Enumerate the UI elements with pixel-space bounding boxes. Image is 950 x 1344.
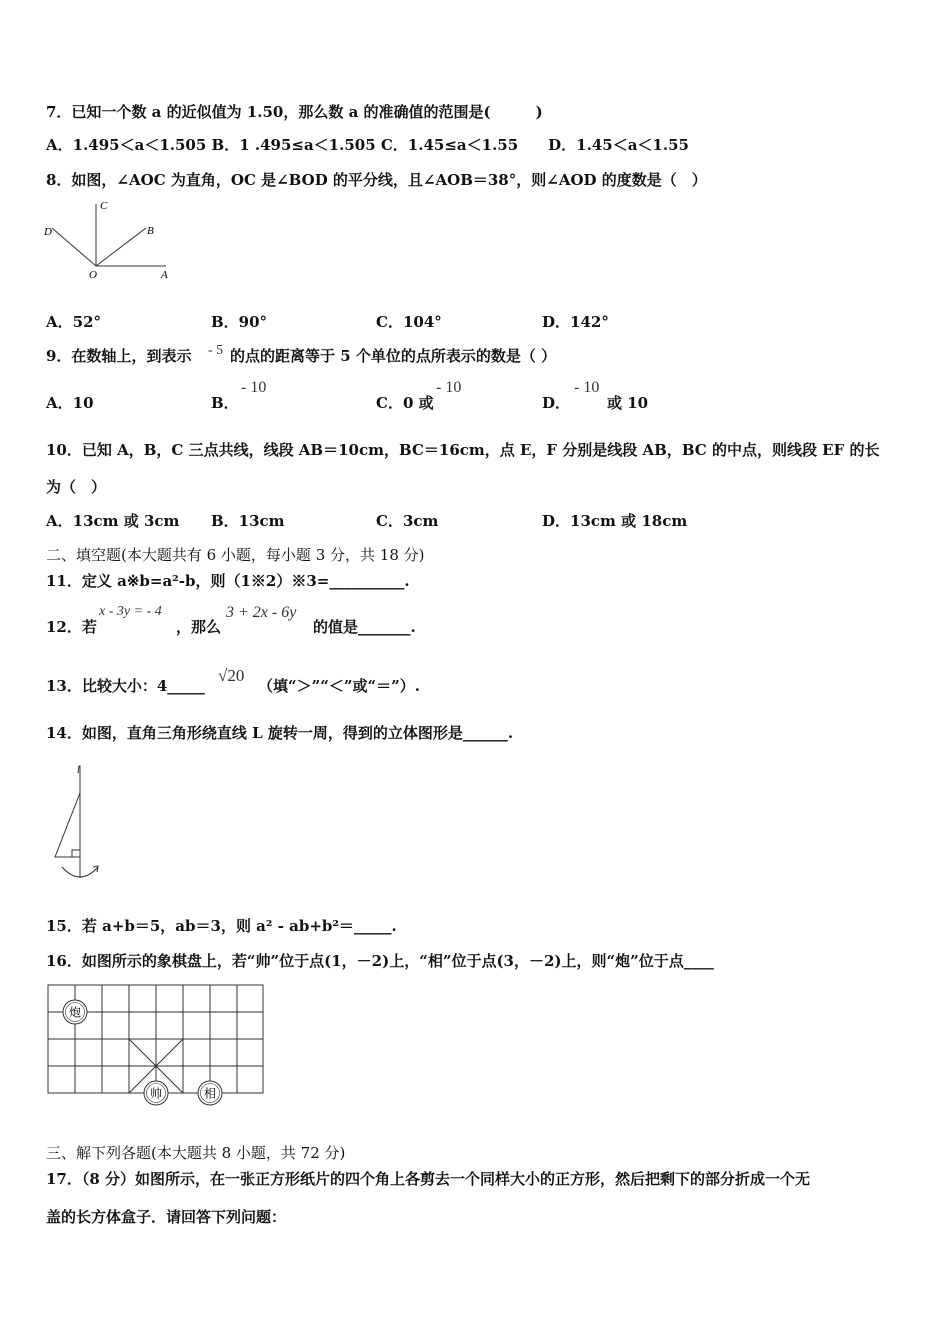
q7-stem: 7．已知一个数 a 的近似值为 1.50，那么数 a 的准确值的范围是( ) (46, 103, 543, 121)
section-2-heading: 二、填空题(本大题共有 6 小题，每小题 3 分，共 18 分) (46, 546, 425, 564)
q13-post: （填“＞”“＜”或“＝”）. (258, 677, 420, 695)
piece-shuai-label: 帅 (149, 1086, 163, 1101)
q12-math-1: x - 3y = - 4 (99, 604, 162, 619)
piece-xiang (198, 1081, 222, 1105)
q8-label-o: O (89, 269, 97, 281)
q8-label-b: B (147, 225, 154, 237)
q13-pre: 13．比较大小：4_____ (46, 677, 205, 695)
q9-option-c-math: - 10 (436, 379, 462, 396)
q17-line1: 17．（8 分）如图所示，在一张正方形纸片的四个角上各剪去一个同样大小的正方形，然后把剩下的部分折成一个无 (46, 1170, 811, 1188)
piece-xiang-label: 相 (203, 1086, 217, 1101)
q16-stem: 16．如图所示的象棋盘上，若“帅”位于点(1，－2)上，“相”位于点(3，－2)上，则“炮”位于点____ (46, 952, 714, 970)
q9-stem-post: 的点的距离等于 5 个单位的点所表示的数是（ ） (230, 347, 557, 365)
q15-stem: 15．若 a+b＝5，ab＝3，则 a² - ab+b²＝_____. (46, 917, 397, 935)
q9-option-d-post: 或 10 (607, 394, 649, 412)
q14-stem: 14．如图，直角三角形绕直线 L 旋转一周，得到的立体图形是______. (46, 724, 514, 742)
q10-option-c: C．3cm (376, 512, 439, 530)
q12-math-2: 3 + 2x - 6y (226, 604, 297, 621)
q17-line2: 盖的长方体盒子．请回答下列问题： (46, 1208, 287, 1226)
q10-stem-line2: 为（ ） (46, 478, 107, 496)
q8-option-b: B．90° (211, 313, 268, 331)
q9-option-b: B． (211, 394, 239, 412)
piece-pao-label: 炮 (68, 1005, 82, 1020)
piece-shuai (144, 1081, 168, 1105)
q8-label-a: A (161, 269, 168, 281)
q9-option-c: C．0 或 (376, 394, 434, 412)
q8-option-c: C．104° (376, 313, 442, 331)
q8-label-d: D (44, 226, 52, 238)
q10-stem-line1: 10．已知 A，B，C 三点共线，线段 AB＝10cm，BC＝16cm，点 E，F 分别是线段 AB，BC 的中点，则线段 EF 的长 (46, 441, 880, 459)
q8-label-c: C (100, 200, 108, 212)
q8-option-d: D．142° (542, 313, 609, 331)
q8-angle-figure (40, 196, 180, 286)
q10-option-d: D．13cm 或 18cm (542, 512, 688, 530)
section-3-heading: 三、解下列各题(本大题共 8 小题，共 72 分) (46, 1144, 346, 1162)
q11-stem: 11．定义 a※b=a²-b，则（1※2）※3=__________. (46, 572, 410, 590)
q10-option-b: B．13cm (211, 512, 285, 530)
q14-label-l: l (77, 765, 80, 776)
piece-pao (63, 1000, 87, 1024)
q9-option-b-math: - 10 (241, 379, 267, 396)
q9-option-d: D． (542, 394, 571, 412)
q12-mid: ，那么 (176, 618, 222, 636)
q7-options: A．1.495＜a＜1.505 B．1 .495≤a＜1.505 C．1.45≤a＜1.55 D．1.45＜a＜1.55 (46, 136, 689, 154)
q12-pre: 12．若 (46, 618, 97, 636)
q9-stem-math: - 5 (208, 343, 224, 358)
q12-post: 的值是_______. (313, 618, 416, 636)
chess-board-figure (44, 982, 272, 1110)
q14-triangle-figure (46, 763, 116, 888)
q9-option-a: A．10 (46, 394, 94, 412)
q9-stem-pre: 9．在数轴上，到表示 (46, 347, 192, 365)
q8-stem: 8．如图，∠AOC 为直角，OC 是∠BOD 的平分线，且∠AOB＝38°，则∠AOD 的度数是（ ） (46, 171, 707, 189)
q13-math: √20 (218, 666, 245, 685)
q9-option-d-math: - 10 (574, 379, 600, 396)
q10-option-a: A．13cm 或 3cm (46, 512, 180, 530)
q8-option-a: A．52° (46, 313, 102, 331)
